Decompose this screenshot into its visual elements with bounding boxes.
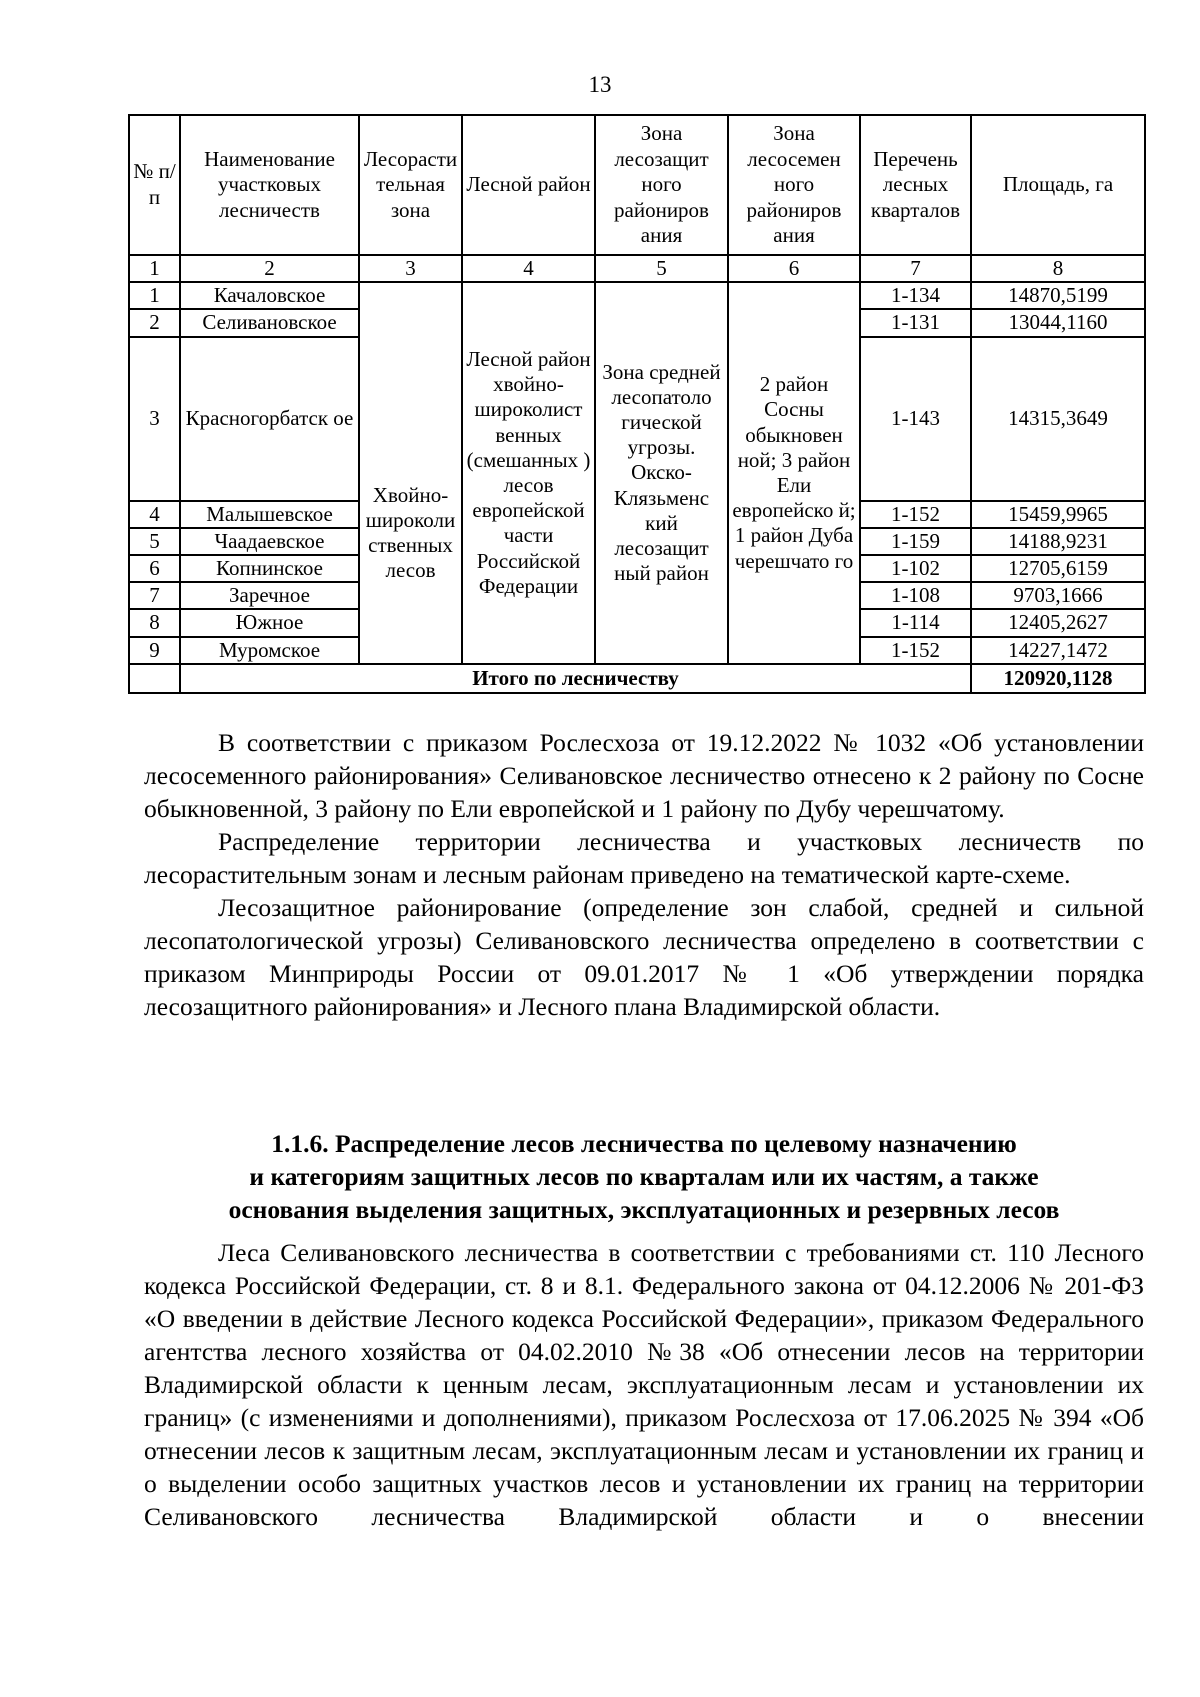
district-name: Муромское [180, 637, 359, 664]
header-forest-region: Лесной район [462, 115, 595, 255]
column-number-4: 4 [462, 255, 595, 282]
body-text-final [144, 1236, 1144, 1533]
paragraph-seed-zoning: В соответствии с приказом Рослесхоза от 19.12.2022 № 1032 «Об установлении лесосеменного районирования» Селивановское лесничество отнесено к 2 району по Сосне обыкновенной, 3 району по Ели европейской и 1 району по Дубу черешчатому. [144, 728, 1144, 823]
area: 14227,1472 [971, 637, 1145, 664]
section-heading [144, 1127, 1144, 1226]
column-number-1: 1 [129, 255, 180, 282]
forest-zone-cell: Хвойно-широколи ственных лесов [359, 282, 462, 664]
area: 14188,9231 [971, 528, 1145, 555]
column-number-3: 3 [359, 255, 462, 282]
district-name: Качаловское [180, 282, 359, 309]
row-number: 2 [129, 309, 180, 336]
paragraph-territory-distribution: Распределение территории лесничества и участковых лесничеств по лесорастительным зонам и лесным районам приведено на тематической карте-схеме. [144, 827, 1144, 889]
row-number: 5 [129, 528, 180, 555]
row-number: 9 [129, 637, 180, 664]
column-number-6: 6 [728, 255, 860, 282]
row-number: 7 [129, 582, 180, 609]
total-empty-cell [129, 664, 180, 693]
quarters: 1-134 [860, 282, 971, 309]
body-text [144, 726, 1144, 1023]
header-forest-zone: Лесорасти тельная зона [359, 115, 462, 255]
column-number-2: 2 [180, 255, 359, 282]
row-number: 1 [129, 282, 180, 309]
area: 14315,3649 [971, 337, 1145, 501]
area: 14870,5199 [971, 282, 1145, 309]
header-quarters: Перечень лесных кварталов [860, 115, 971, 255]
area: 12405,2627 [971, 609, 1145, 636]
quarters: 1-114 [860, 609, 971, 636]
row-number: 3 [129, 337, 180, 501]
table-row [129, 282, 1145, 309]
seed-zone-cell: 2 район Сосны обыкновен ной; 3 район Ели европейско й; 1 район Дуба черешчато го [728, 282, 860, 664]
header-area: Площадь, га [971, 115, 1145, 255]
quarters: 1-152 [860, 501, 971, 528]
quarters: 1-159 [860, 528, 971, 555]
quarters: 1-143 [860, 337, 971, 501]
column-number-7: 7 [860, 255, 971, 282]
column-number-5: 5 [595, 255, 728, 282]
area: 12705,6159 [971, 555, 1145, 582]
district-name: Селивановское [180, 309, 359, 336]
row-number: 4 [129, 501, 180, 528]
header-seed-zone: Зона лесосемен ного райониров ания [728, 115, 860, 255]
district-name: Чаадаевское [180, 528, 359, 555]
row-number: 6 [129, 555, 180, 582]
total-label: Итого по лесничеству [180, 664, 971, 693]
heading-line-3: основания выделения защитных, эксплуатационных и резервных лесов [228, 1195, 1060, 1224]
district-name: Заречное [180, 582, 359, 609]
district-name: Копнинское [180, 555, 359, 582]
area: 13044,1160 [971, 309, 1145, 336]
header-protection-zone: Зона лесозащит ного райониров ания [595, 115, 728, 255]
row-number: 8 [129, 609, 180, 636]
area: 9703,1666 [971, 582, 1145, 609]
header-number: № п/п [129, 115, 180, 255]
table-total-row [129, 664, 1145, 693]
paragraph-forest-purpose: Леса Селивановского лесничества в соответствии с требованиями ст. 110 Лесного кодекса Российской Федерации, ст. 8 и 8.1. Федерального закона от 04.12.2006 № 201-ФЗ «О введении в действие Лесного кодекса Российской Федерации», приказом Федерального агентства лесного хозяйства от 04.02.2010 №38 «Об отнесении лесов на территории Владимирской области к ценным лесам, эксплуатационным лесам и установлении их границ» (с изменениями и дополнениями), приказом Рослесхоза от 17.06.2025 № 394 «Об отнесении лесов к защитным лесам, эксплуатационным лесам и установлении их границ и о выделении особо защитных участков лесов и установлении их границ на территории Селивановского лесничества Владимирской области и о внесении [144, 1238, 1144, 1531]
district-name: Красногорбатск ое [180, 337, 359, 501]
paragraph-protection-zoning: Лесозащитное районирование (определение зон слабой, средней и сильной лесопатологической угрозы) Селивановского лесничества определено в соответствии с приказом Минприроды России от 09.01.2017 № 1 «Об утверждении порядка лесозащитного районирования» и Лесного плана Владимирской области. [144, 893, 1144, 1021]
forest-districts-table [128, 114, 1146, 694]
district-name: Южное [180, 609, 359, 636]
page-number: 13 [588, 72, 612, 97]
quarters: 1-102 [860, 555, 971, 582]
quarters: 1-108 [860, 582, 971, 609]
protection-zone-cell: Зона средней лесопатоло гической угрозы. Окско-Клязьменс кий лесозащит ный район [595, 282, 728, 664]
quarters: 1-131 [860, 309, 971, 336]
column-number-8: 8 [971, 255, 1145, 282]
total-value: 120920,1128 [971, 664, 1145, 693]
area: 15459,9965 [971, 501, 1145, 528]
district-name: Малышевское [180, 501, 359, 528]
heading-line-2: и категориям защитных лесов по кварталам или их частям, а также [249, 1162, 1039, 1191]
forest-region-cell: Лесной район хвойно-широколист венных (смешанных ) лесов европейской части Российской Федерации [462, 282, 595, 664]
heading-line-1: 1.1.6. Распределение лесов лесничества по целевому назначению [271, 1129, 1017, 1158]
quarters: 1-152 [860, 637, 971, 664]
header-district-name: Наименование участковых лесничеств [180, 115, 359, 255]
